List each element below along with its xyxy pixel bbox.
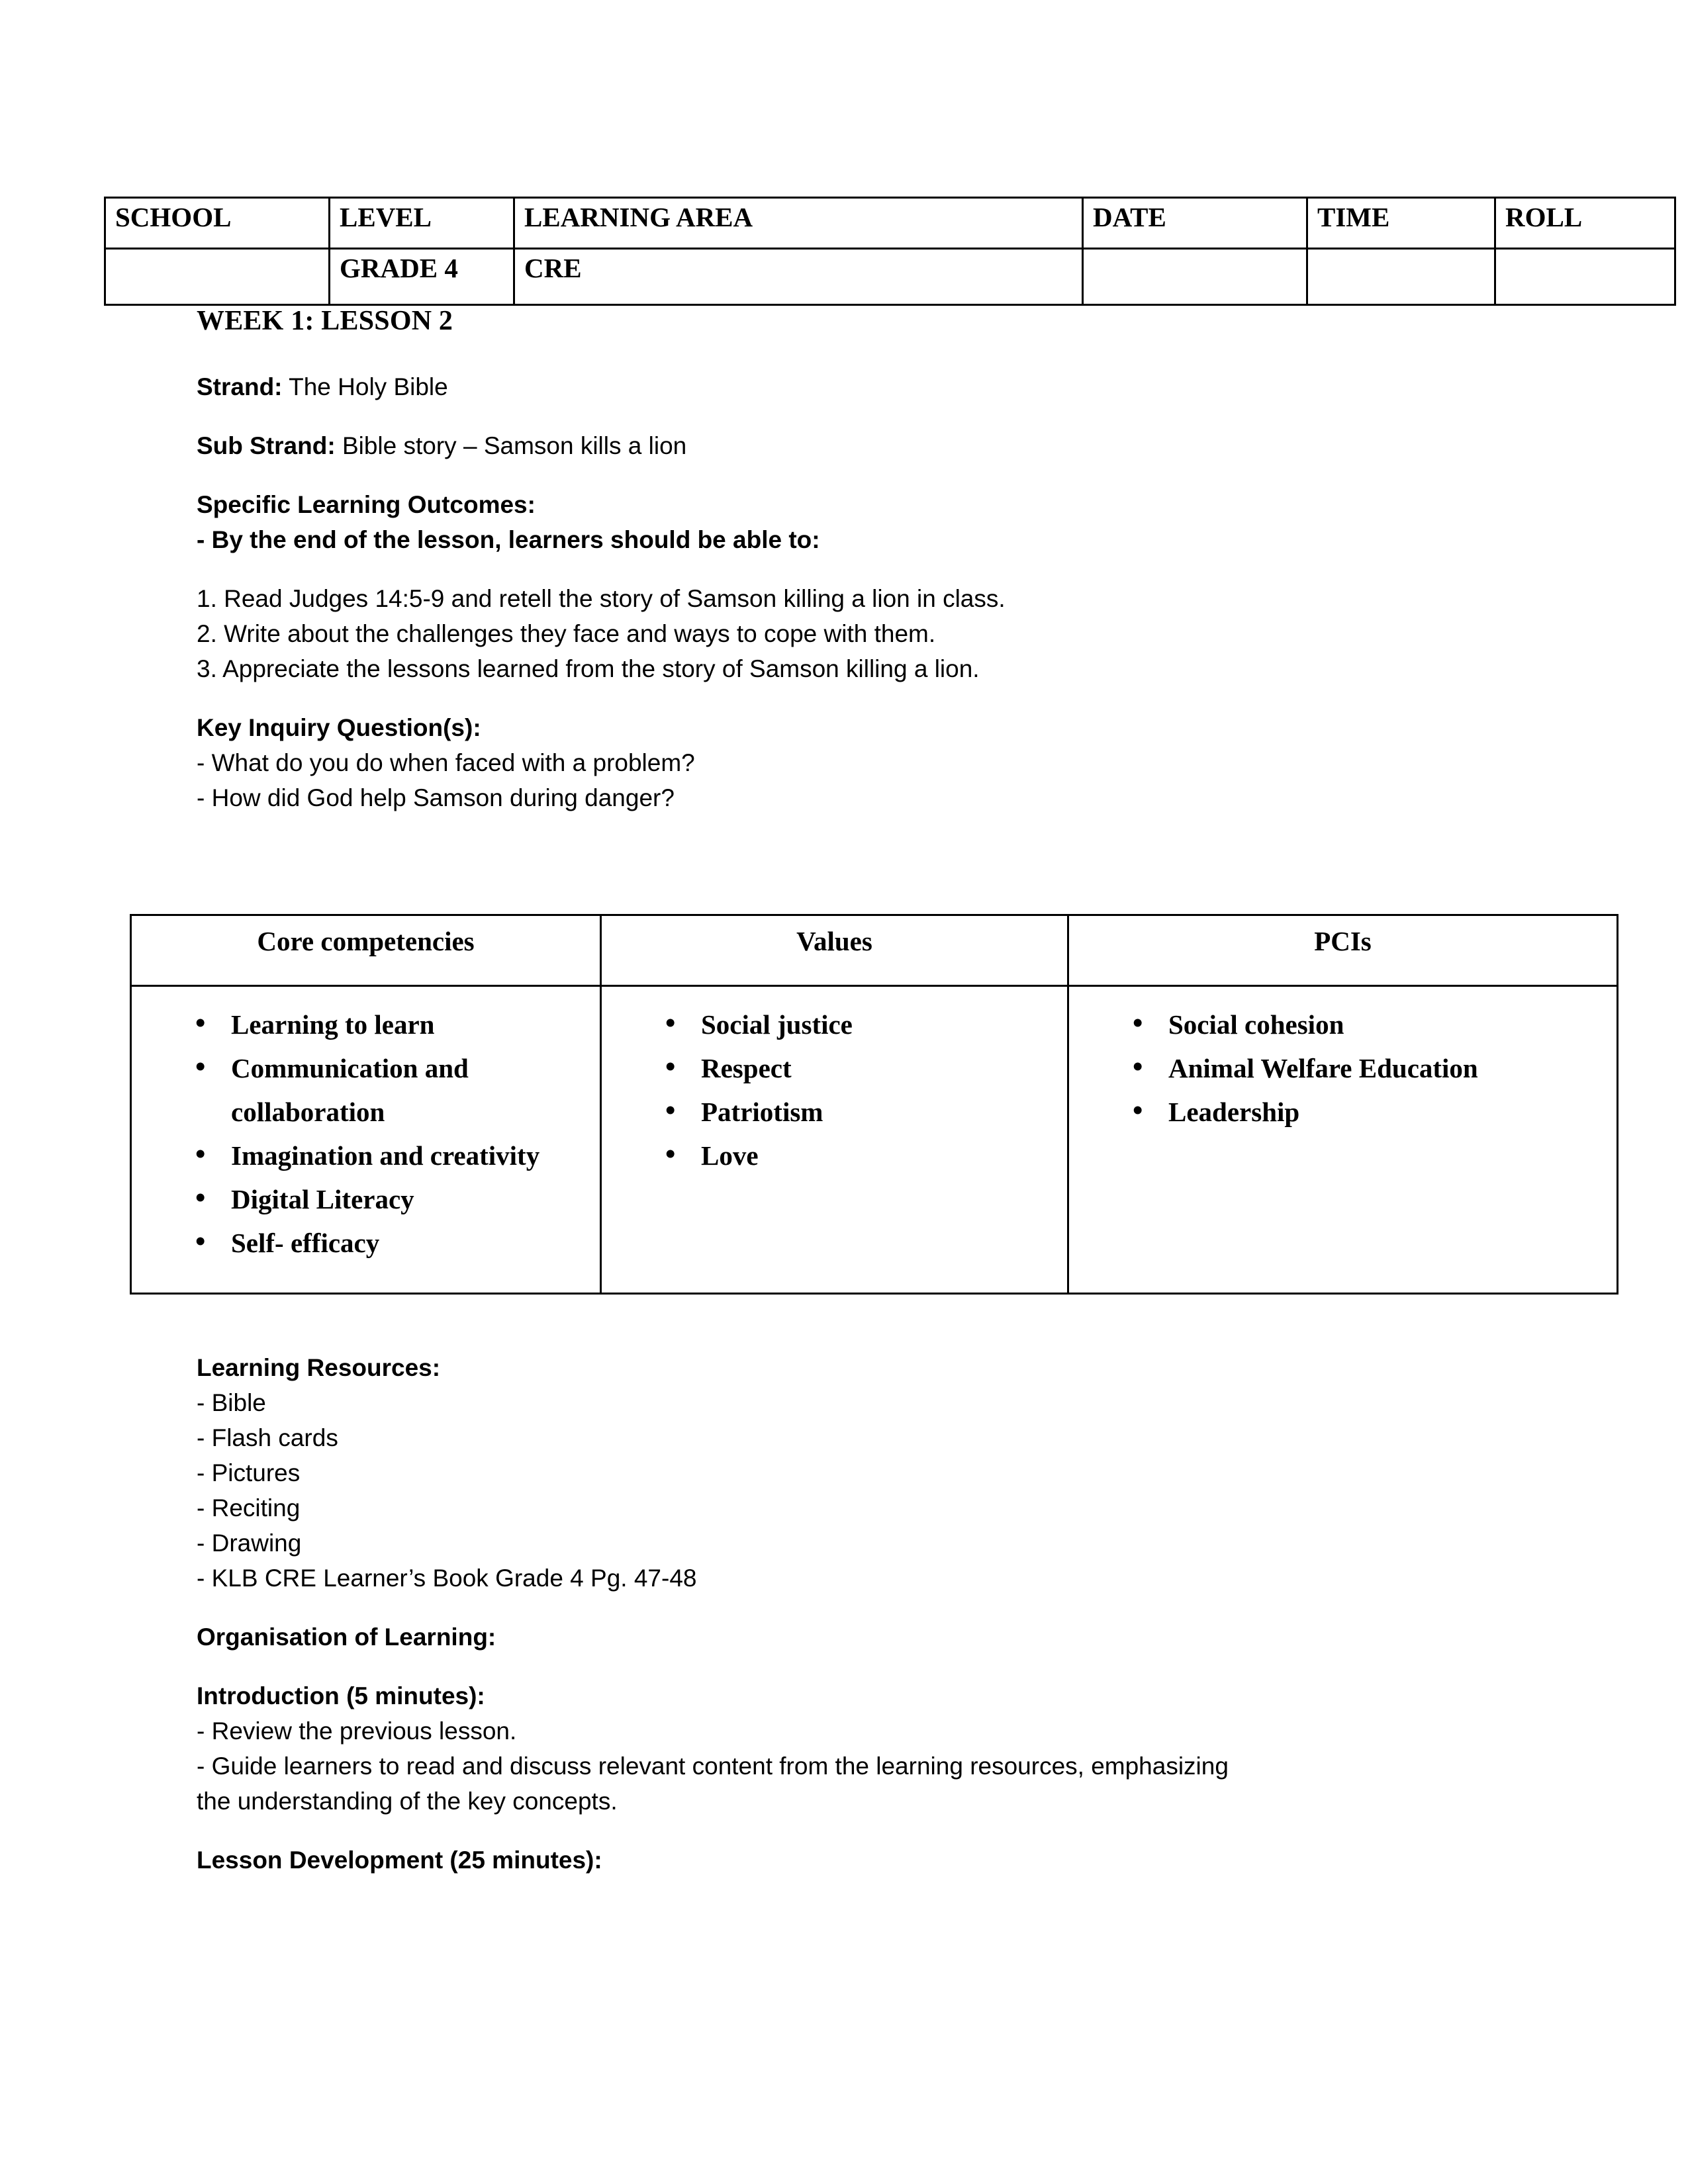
learning-resource-item: - Flash cards [197,1424,338,1451]
strand-row [197,369,1481,404]
list-item: • Patriotism [665,1090,1067,1134]
sub-strand-value: Bible story – Samson kills a lion [335,432,687,460]
pcis-list [1069,1003,1617,1134]
cell-values [601,986,1068,1294]
value-cell-date[interactable] [1083,249,1307,305]
list-item: • Animal Welfare Education [1133,1046,1617,1090]
column-header-pcis: PCIs [1068,915,1618,986]
week-lesson-title: WEEK 1: LESSON 2 [197,306,453,336]
header-cell-time: TIME [1307,198,1495,249]
cell-pcis [1068,986,1618,1294]
list-item: • Social cohesion [1133,1003,1617,1046]
table-row [131,986,1618,1294]
introduction-line: - Guide learners to read and discuss relevant content from the learning resources, emphasizing [197,1752,1229,1780]
header-cell-date: DATE [1083,198,1307,249]
strand-value: The Holy Bible [282,373,448,401]
introduction-line: - Review the previous lesson. [197,1717,517,1745]
value-cell-level[interactable]: GRADE 4 [330,249,514,305]
value-cell-roll[interactable] [1495,249,1675,305]
column-header-values: Values [601,915,1068,986]
values-list [602,1003,1067,1177]
lesson-development-heading: Lesson Development (25 minutes): [197,1846,602,1874]
competencies-values-pcis-table [130,914,1618,1295]
cell-core-competencies [131,986,601,1294]
learning-resource-item: - Drawing [197,1529,302,1557]
list-item: • Digital Literacy [195,1177,600,1221]
organisation-of-learning-heading: Organisation of Learning: [197,1623,496,1651]
learning-resource-item: - Pictures [197,1459,301,1486]
header-cell-level: LEVEL [330,198,514,249]
outcome-item: 1. Read Judges 14:5-9 and retell the story of Samson killing a lion in class. [197,585,1006,613]
lesson-body-lower [197,1350,1481,1878]
header-cell-learning-area: LEARNING AREA [514,198,1083,249]
strand-label: Strand: [197,373,283,401]
list-item: • Respect [665,1046,1067,1090]
column-header-core-competencies: Core competencies [131,915,601,986]
list-item: • Love [665,1134,1067,1177]
table-row [105,198,1675,249]
list-item: • Learning to learn [195,1003,600,1046]
value-cell-school[interactable] [105,249,330,305]
list-item: • Communication and collaboration [195,1046,600,1134]
header-cell-school: SCHOOL [105,198,330,249]
learning-resource-item: - KLB CRE Learner’s Book Grade 4 Pg. 47-48 [197,1565,697,1592]
value-cell-learning-area[interactable]: CRE [514,249,1083,305]
lesson-header-table [104,197,1676,306]
key-inquiry-item: - What do you do when faced with a problem? [197,749,695,777]
learning-resources-heading: Learning Resources: [197,1354,441,1381]
table-row [105,249,1675,305]
sub-strand-label: Sub Strand: [197,432,336,460]
sub-strand-row [197,428,1481,463]
introduction-line: the understanding of the key concepts. [197,1788,618,1815]
list-item: • Social justice [665,1003,1067,1046]
list-item: • Imagination and creativity [195,1134,600,1177]
list-item: • Self- efficacy [195,1221,600,1265]
introduction-heading: Introduction (5 minutes): [197,1682,485,1709]
header-cell-roll: ROLL [1495,198,1675,249]
learning-resource-item: - Reciting [197,1494,301,1522]
outcomes-subheading: - By the end of the lesson, learners should be able to: [197,526,820,554]
outcomes-heading: Specific Learning Outcomes: [197,491,536,519]
core-competencies-list [132,1003,600,1265]
outcome-item: 2. Write about the challenges they face and ways to cope with them. [197,620,936,648]
learning-resource-item: - Bible [197,1389,266,1416]
value-cell-time[interactable] [1307,249,1495,305]
lesson-body-upper [197,306,1481,815]
key-inquiry-item: - How did God help Samson during danger? [197,784,675,812]
key-inquiry-heading: Key Inquiry Question(s): [197,714,481,742]
list-item: • Leadership [1133,1090,1617,1134]
table-row [131,915,1618,986]
outcome-item: 3. Appreciate the lessons learned from the story of Samson killing a lion. [197,655,980,683]
